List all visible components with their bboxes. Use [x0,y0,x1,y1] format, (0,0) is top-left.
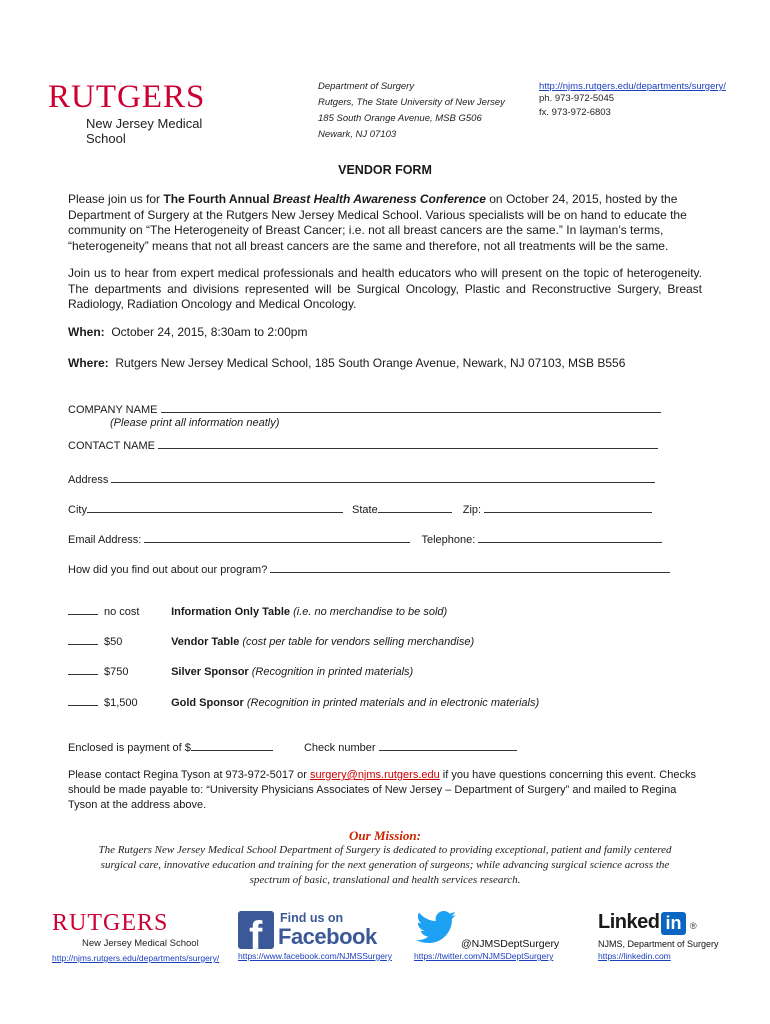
option-name: Information Only Table [171,606,291,618]
enclosed-label: Enclosed is payment of $ [68,742,191,754]
when-label: When: [68,325,105,339]
facebook-badge [238,911,378,951]
address-row [68,472,655,486]
linkedin-link[interactable]: https://linkedin.com [598,951,671,961]
contact-label: CONTACT NAME [68,440,155,452]
state-field[interactable] [378,502,452,513]
phone-text: ph. 973-972-5045 [539,93,615,104]
address-line: 185 South Orange Avenue, MSB G506 [318,113,482,124]
registered-icon: ® [690,921,697,931]
option-price: $750 [104,666,129,678]
option-row [68,664,413,678]
intro-bold: The Fourth Annual [163,192,273,206]
payment-row [68,740,517,754]
email-row [68,532,662,546]
twitter-link[interactable]: https://twitter.com/NJMSDeptSurgery [414,951,554,961]
facebook-link[interactable]: https://www.facebook.com/NJMSSurgery [238,951,393,961]
where-row [68,356,625,372]
telephone-label: Telephone: [421,534,476,546]
address-line: Department of Surgery [318,81,415,92]
footer-rutgers-logo [52,910,222,949]
linkedin-name: NJMS, Department of Surgery [598,939,719,949]
where-value: Rutgers New Jersey Medical School, 185 South Orange Avenue, Newark, NJ 07103, MSB B556 [115,356,626,370]
contact-post: if you have questions concerning this event. Checks should be made payable to: “University Physicians Associates of New Jersey – Department of Surgery” and mailed to Regina Tyson at the address above. [68,769,696,811]
footer-logo-subtitle: New Jersey Medical School [82,938,199,949]
option-checkbox-line[interactable] [68,604,98,615]
option-desc: (i.e. no merchandise to be sold) [293,606,448,618]
mission-title: Our Mission: [349,828,421,843]
when-value: October 24, 2015, 8:30am to 2:00pm [111,325,308,339]
check-number-field[interactable] [379,740,517,751]
company-row [68,402,661,416]
logo-wordmark: RUTGERS [48,79,206,115]
when-row [68,325,307,341]
check-label: Check number [303,742,376,754]
payment-amount-field[interactable] [191,740,273,751]
option-checkbox-line[interactable] [68,695,98,706]
option-row [68,604,447,618]
department-contact [539,81,726,119]
fax-text: fx. 973-972-6803 [539,107,611,118]
option-desc: (Recognition in printed materials) [251,666,414,678]
company-label: COMPANY NAME [68,404,158,416]
option-name: Silver Sponsor [171,666,249,678]
option-desc: (cost per table for vendors selling merchandise) [242,636,475,648]
where-label: Where: [68,356,109,370]
heard-field[interactable] [270,562,670,573]
intro-post: on October 24, 2015, hosted by the Department of Surgery at the Rutgers New Jersey Medical School. Various specialists will be on hand to educate the community on “The Heterogeneity of Breast Cancer; i.e. not all breast cancers are the same.” In layman’s terms, “heterogeneity” means that not all breast cancers are the same and therefore, not all treatments will be the same. [68,192,687,253]
telephone-field[interactable] [478,532,662,543]
form-title: VENDOR FORM [338,163,432,177]
contact-pre: Please contact Regina Tyson at 973-972-5017 or [68,769,310,781]
city-row [68,502,652,516]
linkedin-logo [598,911,708,937]
facebook-find-text: Find us on [280,911,344,925]
contact-name-field[interactable] [158,438,658,449]
heard-label: How did you find out about our program? [68,564,268,576]
intro-pre: Please join us for [68,192,164,206]
footer-rutgers-link[interactable]: http://njms.rutgers.edu/departments/surgery/ [52,953,220,963]
department-url-link[interactable]: http://njms.rutgers.edu/departments/surgery/ [539,81,726,92]
contact-row [68,438,658,452]
option-row [68,695,539,709]
address-line: Rutgers, The State University of New Jersey [318,97,505,108]
email-field[interactable] [144,532,410,543]
option-checkbox-line[interactable] [68,664,98,675]
contact-email-link[interactable]: surgery@njms.rutgers.edu [309,769,440,781]
conference-name: Breast Health Awareness Conference [272,192,486,206]
option-price: $50 [104,636,123,648]
twitter-handle: @NJMSDeptSurgery [461,938,560,950]
department-address [318,80,505,144]
city-label: City [68,504,87,516]
email-label: Email Address: [68,534,142,546]
heard-row [68,562,670,576]
zip-field[interactable] [484,502,652,513]
option-desc: (Recognition in printed materials and in electronic materials) [246,697,540,709]
contact-paragraph [68,768,708,813]
option-checkbox-line[interactable] [68,634,98,645]
city-field[interactable] [87,502,343,513]
twitter-icon [416,911,456,943]
address-label: Address [68,474,109,486]
option-name: Vendor Table [171,636,240,648]
option-row [68,634,474,648]
option-price: $1,500 [104,697,138,709]
company-name-field[interactable] [161,402,661,413]
address-field[interactable] [111,472,655,483]
facebook-wordmark: Facebook [278,924,377,949]
zip-label: Zip: [462,504,482,516]
rutgers-logo [48,80,238,146]
company-note: (Please print all information neatly) [110,417,280,429]
address-line: Newark, NJ 07103 [318,129,397,140]
facebook-icon: f [238,911,274,949]
option-price: no cost [104,606,140,618]
linkedin-wordmark: Linked [598,911,660,933]
topics-paragraph: Join us to hear from expert medical professionals and health educators who will present on the topic of heterogeneity. The departments and divisions represented will be Surgical Oncology, Plastic and Reconstructive Surgery, Breast Radiology, Radiation Oncology and Medical Oncology. [68,266,702,311]
logo-subtitle: New Jersey Medical School [86,116,203,146]
option-name: Gold Sponsor [171,697,244,709]
linkedin-in-icon: in [661,912,686,935]
intro-paragraph [68,192,706,254]
mission-text: The Rutgers New Jersey Medical School Department of Surgery is dedicated to providing exceptional, patient and family centered surgical care, innovative education and training for the next generation of surgeons; while advancing surgical science across the spectrum of basic, translational and health services research. [98,844,672,886]
state-label: State [352,504,378,516]
footer-logo-wordmark: RUTGERS [52,910,169,936]
